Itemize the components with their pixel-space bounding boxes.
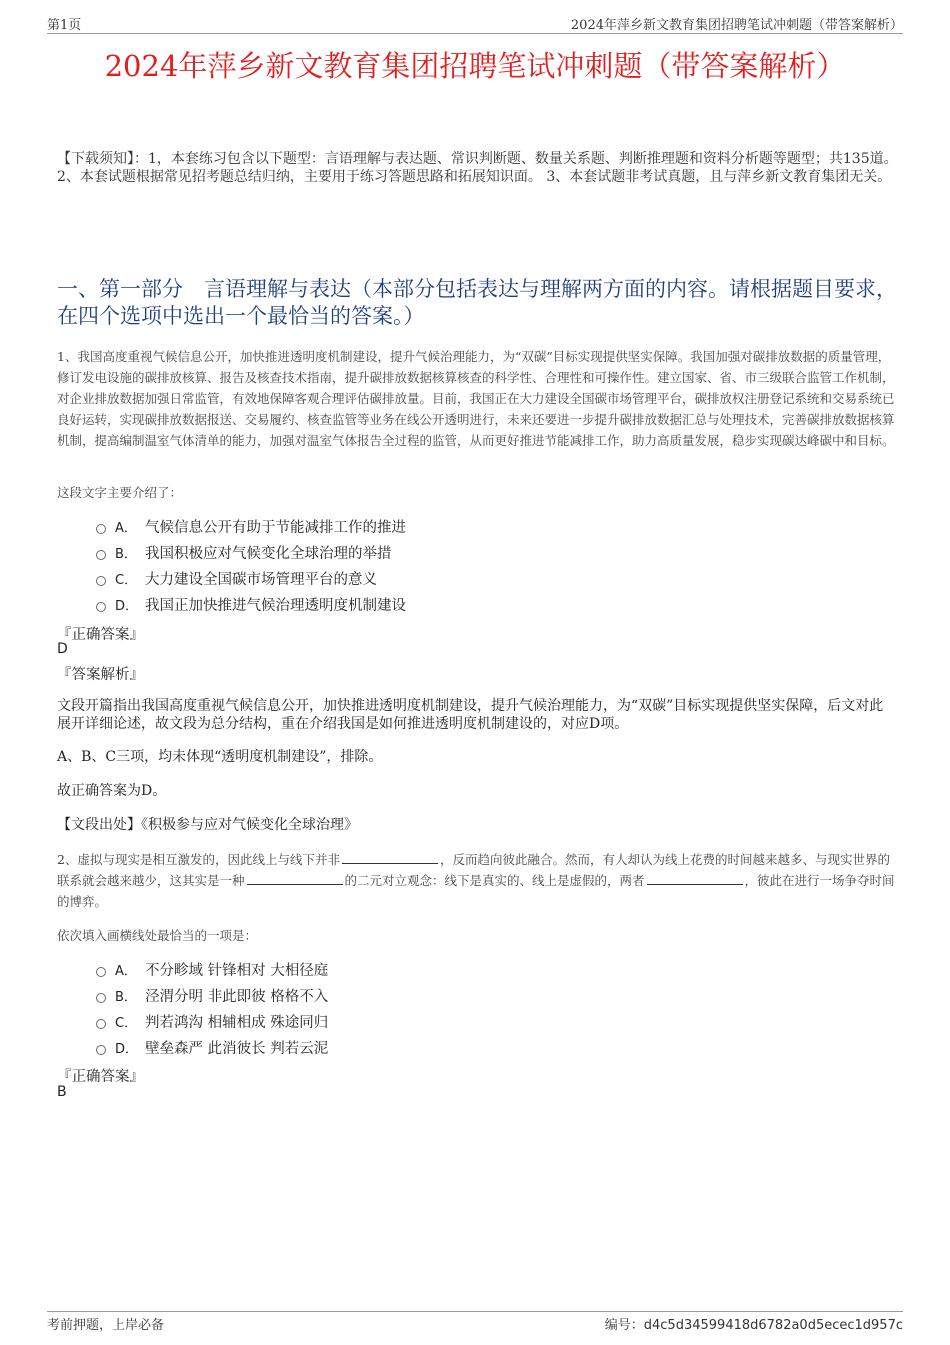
option-c[interactable]: C． 大力建设全国碳市场管理平台的意义 [96,565,406,591]
radio-icon[interactable] [96,550,106,560]
question-2-options [96,956,328,1060]
question-2-text: 2、虚拟与现实是相互激发的，因此线上与线下并非 ，反而趋向彼此融合。然而，有人却认为线上花费的时间越来越多、与现实世界的联系就会越来越少，这其实是一种 的二元对立观念：线下是真实的、线上是虚假的，两者 ，彼此在进行一场争夺时间的博弈。 [57,852,895,909]
analysis-paragraph-3: 故正确答案为D。 [57,783,167,799]
radio-icon[interactable] [96,576,106,586]
analysis-label: 『答案解析』 [57,667,144,683]
option-d[interactable]: D． 壁垒森严 此消彼长 判若云泥 [96,1034,328,1060]
document-title: 2024年萍乡新文教育集团招聘笔试冲刺题（带答案解析） [104,49,846,83]
question-1-options [96,513,406,617]
question-1-text: 1、我国高度重视气候信息公开，加快推进透明度机制建设，提升气候治理能力，为“双碳”目标实现提供坚实保障。我国加强对碳排放数据的质量管理，修订发电设施的碳排放核算、报告及核查技术指南，提升碳排放数据核算核查的科学性、合理性和可操作性。建立国家、省、市三级联合监管工作机制，对企业排放数据加强日常监管，有效地保障客观合理评估碳排放量。目前，我国正在大力建设全国碳市场管理平台，碳排放权注册登记系统和交易系统已良好运转，实现碳排放数据报送、交易履约、核查监管等业务在线公开透明进行，未来还要进一步提升碳排放数据汇总与处理技术，完善碳排放数据核算机制，提高编制温室气体清单的能力，加强对温室气体报告全过程的监管，从而更好推进节能减排工作，助力高质量发展，稳步实现碳达峰碳中和目标。 [57,349,895,448]
header-divider [47,33,903,34]
option-a[interactable]: A． 不分畛域 针锋相对 大相径庭 [96,956,328,982]
correct-answer: D [57,641,68,657]
footer-slogan: 考前押题，上岸必备 [47,1318,165,1333]
correct-answer-label: 『正确答案』 [57,1069,144,1085]
question-1-prompt: 这段文字主要介绍了： [57,485,183,500]
correct-answer-label: 『正确答案』 [57,627,144,643]
page-header [47,14,903,32]
option-b[interactable]: B． 我国积极应对气候变化全球治理的举措 [96,539,406,565]
correct-answer: B [57,1084,67,1100]
download-notice: 【下载须知】：1，本套练习包含以下题型：言语理解与表达题、常识判断题、数量关系题、判断推理题和资料分析题等题型；共135道。 2、本套试题根据常见招考题总结归纳，主要用于练习答题思路和拓展知识面。 3、本套试题非考试真题，且与萍乡新文教育集团无关。 [57,151,898,185]
option-a[interactable]: A． 气候信息公开有助于节能减排工作的推进 [96,513,406,539]
radio-icon[interactable] [96,993,106,1003]
option-c[interactable]: C． 判若鸿沟 相辅相成 殊途同归 [96,1008,328,1034]
radio-icon[interactable] [96,602,106,612]
footer-code: 编号：d4c5d34599418d6782a0d5ecec1d957c [604,1318,903,1333]
radio-icon[interactable] [96,1045,106,1055]
fill-blank-3 [647,872,743,885]
option-d[interactable]: D． 我国正加快推进气候治理透明度机制建设 [96,591,406,617]
analysis-paragraph-2: A、B、C三项，均未体现“透明度机制建设”，排除。 [57,749,383,765]
header-doc-title: 2024年萍乡新文教育集团招聘笔试冲刺题（带答案解析） [570,18,903,33]
page-number: 第1页 [47,18,82,33]
footer-divider [47,1311,903,1312]
radio-icon[interactable] [96,967,106,977]
radio-icon[interactable] [96,524,106,534]
section-title: 一、第一部分 言语理解与表达（本部分包括表达与理解两方面的内容。请根据题目要求，在四个选项中选出一个最恰当的答案。） [57,277,897,328]
fill-blank-2 [247,872,343,885]
source-citation: 【文段出处】《积极参与应对气候变化全球治理》 [57,817,358,833]
option-b[interactable]: B． 泾渭分明 非此即彼 格格不入 [96,982,328,1008]
radio-icon[interactable] [96,1019,106,1029]
question-2-prompt: 依次填入画横线处最恰当的一项是： [57,928,258,943]
fill-blank-1 [342,851,438,864]
analysis-paragraph-1: 文段开篇指出我国高度重视气候信息公开，加快推进透明度机制建设，提升气候治理能力，为“双碳”目标实现提供坚实保障，后文对此展开详细论述，故文段为总分结构，重在介绍我国是如何推进透明度机制建设的，对应D项。 [57,698,884,732]
